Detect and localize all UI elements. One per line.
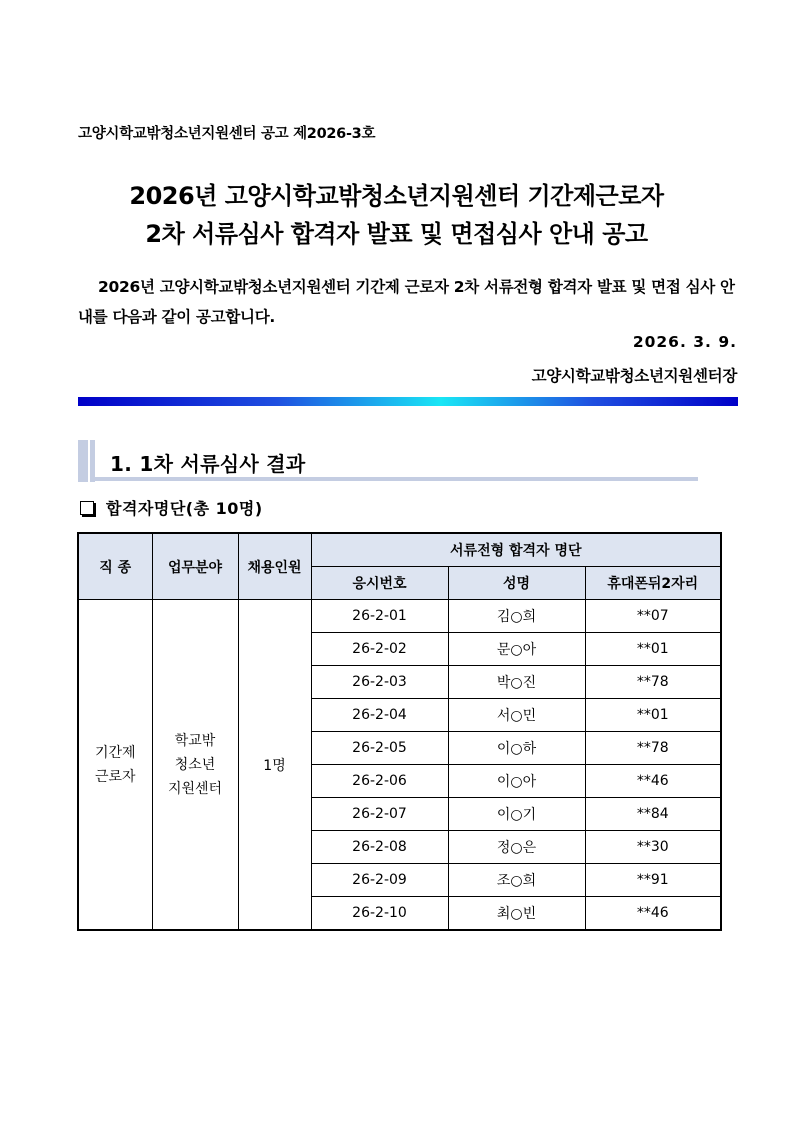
header-field: 업무분야 <box>152 533 238 600</box>
checkbox-bullet-icon <box>80 501 94 515</box>
cell-phone: **84 <box>585 798 721 831</box>
header-name: 성명 <box>448 567 585 600</box>
header-app-no: 응시번호 <box>311 567 448 600</box>
document-title-line2: 2차 서류심사 합격자 발표 및 면접심사 안내 공고 <box>145 220 648 248</box>
cell-name: 김○희 <box>448 600 585 633</box>
cell-name: 조○희 <box>448 864 585 897</box>
cell-phone: **01 <box>585 633 721 666</box>
section-title: 1. 1차 서류심사 결과 <box>110 452 306 476</box>
section-underline <box>95 477 698 481</box>
cell-phone: **01 <box>585 699 721 732</box>
cell-app-no: 26-2-04 <box>311 699 448 732</box>
section-heading <box>78 440 698 482</box>
section-accent-bar-thin <box>90 440 95 482</box>
cell-phone: **07 <box>585 600 721 633</box>
cell-name: 이○기 <box>448 798 585 831</box>
cell-name: 이○아 <box>448 765 585 798</box>
cell-app-no: 26-2-03 <box>311 666 448 699</box>
passers-subheading <box>80 496 263 519</box>
cell-app-no: 26-2-01 <box>311 600 448 633</box>
cell-phone: **46 <box>585 765 721 798</box>
cell-name: 문○아 <box>448 633 585 666</box>
cell-app-no: 26-2-09 <box>311 864 448 897</box>
cell-phone: **78 <box>585 732 721 765</box>
cell-phone: **30 <box>585 831 721 864</box>
cell-positions: 1명 <box>238 600 311 931</box>
cell-phone: **91 <box>585 864 721 897</box>
passers-subheading-text: 합격자명단(총 10명) <box>106 499 263 518</box>
passers-table <box>77 532 722 931</box>
notice-number: 고양시학교밖청소년지원센터 공고 제2026-3호 <box>78 126 376 142</box>
cell-app-no: 26-2-02 <box>311 633 448 666</box>
header-positions: 채용인원 <box>238 533 311 600</box>
announcement-body: 2026년 고양시학교밖청소년지원센터 기간제 근로자 2차 서류전형 합격자 발표 및 면접 심사 안내를 다음과 같이 공고합니다. <box>78 278 735 326</box>
cell-name: 서○민 <box>448 699 585 732</box>
header-passers-group: 서류전형 합격자 명단 <box>311 533 721 567</box>
cell-name: 박○진 <box>448 666 585 699</box>
table-row <box>78 600 721 633</box>
cell-phone: **46 <box>585 897 721 931</box>
header-phone: 휴대폰뒤2자리 <box>585 567 721 600</box>
document-title-line1: 2026년 고양시학교밖청소년지원센터 기간제근로자 <box>129 182 664 210</box>
announcement-date: 2026. 3. 9. <box>632 333 737 351</box>
cell-name: 이○하 <box>448 732 585 765</box>
cell-app-no: 26-2-10 <box>311 897 448 931</box>
cell-app-no: 26-2-05 <box>311 732 448 765</box>
cell-app-no: 26-2-07 <box>311 798 448 831</box>
cell-app-no: 26-2-06 <box>311 765 448 798</box>
issuing-organization: 고양시학교밖청소년지원센터장 <box>531 367 737 385</box>
cell-phone: **78 <box>585 666 721 699</box>
cell-job-type: 기간제 근로자 <box>78 600 152 931</box>
cell-app-no: 26-2-08 <box>311 831 448 864</box>
cell-name: 정○은 <box>448 831 585 864</box>
divider-bar <box>78 397 738 406</box>
header-job-type: 직 종 <box>78 533 152 600</box>
section-accent-bar <box>78 440 88 482</box>
cell-field: 학교밖 청소년 지원센터 <box>152 600 238 931</box>
cell-name: 최○빈 <box>448 897 585 931</box>
